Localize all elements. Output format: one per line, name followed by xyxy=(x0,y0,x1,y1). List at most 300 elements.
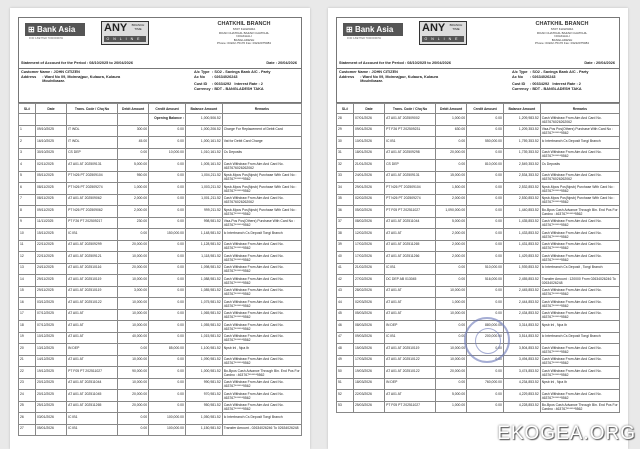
branch-time-text: BRANCH TIME xyxy=(449,23,463,31)
balance-cell: 970,981.52 xyxy=(185,390,222,402)
debit-cell: 0.00 xyxy=(118,344,149,356)
table-row xyxy=(19,367,302,379)
bank-name: Bank Asia xyxy=(36,25,76,34)
customer-name: JOHN CITIZEN xyxy=(371,70,398,74)
table-row xyxy=(19,321,302,333)
sl-cell: 39 xyxy=(337,240,354,252)
credit-cell: 510,000.00 xyxy=(467,263,504,275)
balance-cell: 1,055,981.52 xyxy=(185,321,222,333)
credit-cell: 0.00 xyxy=(467,206,504,218)
debit-cell: 0.00 xyxy=(436,321,467,333)
trans-code-cell: AT A01 AT 202510119 xyxy=(385,344,436,356)
trans-code-cell: PT N26 PT 202509104 xyxy=(385,183,436,195)
trans-code-cell: AT A01 AT 202511044 xyxy=(67,378,118,390)
table-row xyxy=(19,286,302,298)
remarks-cell: Bo-Bpos Cash Advance Through Bin. End Pos For Cardno : 463767******9562 xyxy=(541,403,618,411)
opening-balance-label: Opening Balance : xyxy=(149,114,186,126)
trans-code-cell: AT A01 AT xyxy=(385,286,436,298)
date-cell: 15/03/2026 xyxy=(353,344,384,356)
cust-id: : 00334292 xyxy=(530,82,550,87)
trans-code-cell: AT A01 AT xyxy=(67,332,118,344)
table-row xyxy=(19,344,302,356)
credit-cell: 0.00 xyxy=(149,240,186,252)
sl-cell: 24 xyxy=(19,390,36,402)
sl-cell: 25 xyxy=(19,401,36,413)
table-row xyxy=(19,137,302,149)
trans-code-cell: CS DEP xyxy=(385,160,436,172)
statement-header xyxy=(18,17,302,103)
remarks-cell: Bo-Bpos Cash Advance Through Bin. End Pos For Cardno : 463767******9562 xyxy=(223,368,300,377)
remarks-cell: Cash Withdraw From Atm And Card No. 463767******9562 xyxy=(222,240,301,252)
remarks-cell: Cash Withdraw From Atm And Card No. 4637676026262062 xyxy=(540,171,619,183)
debit-cell: 0.00 xyxy=(436,137,467,149)
date-cell: 29/11/2025 xyxy=(35,275,66,287)
credit-cell: 0.00 xyxy=(149,275,186,287)
ac-type: : SO2 - Savings Bank A/C - Party xyxy=(212,70,271,74)
trans-code-cell: AT A01 AT 202509002 xyxy=(385,114,436,126)
remarks-cell: Npsb-Mpos Pos(Npsb) Purchase With Card No : 463767******9562 xyxy=(540,183,619,195)
trans-code-cell: PT F26 PT 202509231 xyxy=(385,125,436,137)
trans-code-cell: PT F05 PT 202511027 xyxy=(385,401,436,413)
address-value: : Ward No 09, Moinnajpur, Kulaura, Kulaura Moulvibazar. xyxy=(360,74,439,84)
date-cell: 17/02/2026 xyxy=(353,252,384,264)
remarks-cell: Cash Withdraw From Atm And Card No. 463767******9562 xyxy=(540,390,619,402)
credit-cell: 0.00 xyxy=(467,401,504,413)
debit-cell: 5,000.00 xyxy=(436,217,467,229)
remarks-cell: Npsb Inl , Npa Ib xyxy=(222,344,301,356)
address-value: : Ward No 09, Moinnajpur, Kulaura, Kulaura Moulvibazar. xyxy=(42,74,121,84)
balance-cell: 1,100,981.52 xyxy=(185,344,222,356)
sl-cell: 46 xyxy=(337,321,354,333)
table-row xyxy=(19,355,302,367)
remarks-cell: Charge For Replacement of Debit Card xyxy=(222,125,301,137)
date-cell: 22/03/2026 xyxy=(353,390,384,402)
cust-id-label: Cust ID xyxy=(512,82,526,87)
date-cell: 11/11/2025 xyxy=(35,217,66,229)
date-cell: 09/11/2025 xyxy=(35,206,66,218)
table-row xyxy=(337,252,620,264)
period-from: 08/10/2025 xyxy=(407,61,427,65)
date-cell: 24/01/2026 xyxy=(353,171,384,183)
debit-cell: 0.00 xyxy=(436,275,467,287)
date-cell: 05/03/2026 xyxy=(353,309,384,321)
balance-cell: 1,000,981.52 xyxy=(185,367,222,379)
date-cell: 20/12/2025 xyxy=(35,378,66,390)
trans-code-cell: IC IB1 xyxy=(67,413,118,425)
trans-code-cell: AT A01 AT 202511045 xyxy=(67,390,118,402)
ac-type-label: A/c Type xyxy=(194,70,210,74)
remarks-cell: Cash Withdraw From Atm And Card No. 463767******9562 xyxy=(540,286,619,298)
sl-cell: 37 xyxy=(337,217,354,229)
remarks-cell: Cash Withdraw From Atm And Card No. 463767******9562 xyxy=(222,332,301,344)
remarks-cell: Cash Withdraw From Atm And Card No. 463767******9562 xyxy=(222,401,301,413)
remarks-cell: Vat for Debit Card Charge xyxy=(222,137,301,149)
remarks-cell: Cash Withdraw From Atm And Card No. 463767******9562 xyxy=(222,275,301,287)
remarks-cell: Cash Withdraw From Atm And Card No. 463767******9562 xyxy=(222,390,301,402)
sl-cell: 40 xyxy=(337,252,354,264)
credit-cell: 0.00 xyxy=(149,298,186,310)
branch-line: STAT KHILPARA xyxy=(232,27,256,31)
debit-cell: 0.00 xyxy=(436,332,467,344)
debit-cell: 0.00 xyxy=(118,148,149,160)
credit-cell: 0.00 xyxy=(467,286,504,298)
trans-code-cell: AT A01 AT xyxy=(67,321,118,333)
date-value: 20/04/2026 xyxy=(277,61,297,65)
date-cell: 20/12/2025 xyxy=(35,390,66,402)
sl-cell: 53 xyxy=(337,401,354,413)
remarks-cell: Ic Interbranch Cs Deposit Tongi Branch xyxy=(540,332,619,344)
trans-code-cell: IC IB1 xyxy=(385,332,436,344)
debit-cell: 2,000.00 xyxy=(118,206,149,218)
any-text: ANY xyxy=(104,22,128,34)
date-value: 20/04/2026 xyxy=(595,61,615,65)
sl-cell: 36 xyxy=(337,206,354,218)
credit-cell: 100,000.00 xyxy=(149,413,186,425)
credit-cell: 0.00 xyxy=(467,355,504,367)
credit-cell: 0.00 xyxy=(467,367,504,379)
remarks-cell: Cash Withdraw From Atm And Card No. 463767******9562 xyxy=(540,355,619,367)
table-row xyxy=(337,390,620,402)
balance-cell: 1,010,161.52 xyxy=(185,148,222,160)
credit-cell: 10,000.00 xyxy=(149,148,186,160)
trans-code-cell: AT A01 AT 202509131 xyxy=(385,171,436,183)
trans-code-cell: AT A01 AT 202510122 xyxy=(385,355,436,367)
sl-cell: 35 xyxy=(337,194,354,206)
date-cell: 29/01/2026 xyxy=(353,183,384,195)
balance-cell: 990,981.52 xyxy=(185,378,222,390)
date-cell: 02/03/2026 xyxy=(353,298,384,310)
remarks-cell: Ic Interbranch Cs Deposit Tongi Branch xyxy=(540,137,619,149)
debit-cell: 630.00 xyxy=(436,125,467,137)
column-header: Remarks xyxy=(540,104,619,114)
trans-code-cell: AT A01 AT xyxy=(385,229,436,241)
date-cell: 28/02/2026 xyxy=(353,286,384,298)
statement-period xyxy=(339,61,451,65)
branch-line: ROAD CHATKHIL BAZAR CHATKHIL xyxy=(536,30,588,35)
statement-date xyxy=(266,61,297,65)
table-row xyxy=(337,206,620,218)
debit-cell: 10,000.00 xyxy=(118,378,149,390)
credit-cell: 0.00 xyxy=(467,148,504,160)
debit-cell: 20,000.00 xyxy=(436,148,467,160)
trans-code-cell: PT F05 PT 202511027 xyxy=(67,367,118,379)
branch-line: BANGLADESH xyxy=(551,37,573,42)
opening-balance: 1,000,506.52 xyxy=(185,114,222,126)
cust-id-label: Cust ID xyxy=(194,82,208,87)
period-to: 20/04/2026 xyxy=(113,61,133,65)
debit-cell: 0.00 xyxy=(436,263,467,275)
currency: : BDT - BANGLADESH TAKA xyxy=(212,86,264,91)
credit-cell: 0.00 xyxy=(149,217,186,229)
balance-cell: 2,532,853.52 xyxy=(503,183,540,195)
debit-cell: 2,000.00 xyxy=(436,240,467,252)
debit-cell: 1,000.00 xyxy=(436,114,467,126)
branch-time-text: BRANCH TIME xyxy=(131,23,145,31)
credit-cell: 0.00 xyxy=(149,309,186,321)
balance-cell: 1,148,981.52 xyxy=(185,229,222,241)
sl-cell: 41 xyxy=(337,263,354,275)
trans-code-cell: AT A01 AT xyxy=(385,309,436,321)
balance-cell: 3,314,853.52 xyxy=(503,321,540,333)
sl-cell: 32 xyxy=(337,160,354,172)
sl-cell: 1 xyxy=(19,125,36,137)
credit-cell: 0.00 xyxy=(149,194,186,206)
date-cell: 05/01/2026 xyxy=(35,424,66,436)
date-cell: 07/01/2026 xyxy=(353,114,384,126)
trans-code-cell: PT N26 PT 202509274 xyxy=(385,194,436,206)
credit-cell: 0.00 xyxy=(149,160,186,172)
sl-cell: 12 xyxy=(19,252,36,264)
balance-cell: 1,209,353.52 xyxy=(503,125,540,137)
debit-cell: 3,000.00 xyxy=(118,286,149,298)
balance-cell: 1,118,981.52 xyxy=(185,252,222,264)
remarks-cell: Cash Withdraw From Atm And Card No. 4637676026262062 xyxy=(540,114,619,126)
branch-name: CHATKHIL BRANCH xyxy=(535,21,589,27)
sl-cell: 34 xyxy=(337,183,354,195)
bank-seal-stamp xyxy=(464,317,510,363)
column-header: Credit Amount xyxy=(467,104,504,114)
balance-cell: 1,128,981.52 xyxy=(185,240,222,252)
transactions-table xyxy=(336,103,620,413)
remarks-cell: Cash Withdraw From Atm And Card No. 463767******9562 xyxy=(540,309,619,321)
table-row xyxy=(337,275,620,287)
credit-cell: 100,000.00 xyxy=(149,424,186,436)
remarks-cell: Npsb-Mpos Pos(Npsb) Purchase With Card No : 463767******9562 xyxy=(222,183,301,195)
sl-cell: 20 xyxy=(19,344,36,356)
bank-logo: ⊞ Bank Asia xyxy=(25,23,85,36)
column-header: Credit Amount xyxy=(149,104,186,114)
credit-cell: 0.00 xyxy=(467,171,504,183)
date-cell: 19/12/2025 xyxy=(35,367,66,379)
ac-type: : SO2 - Savings Bank A/C - Party xyxy=(530,70,589,74)
period-to-label: to xyxy=(109,61,113,65)
trans-code-cell: AT A01 AT 202509121 xyxy=(67,252,118,264)
branch-line: NOAKHALI xyxy=(236,34,252,39)
remarks-cell: Transfer Amount - 02634026246 To 02634026248 xyxy=(222,424,301,436)
interest-rate: Interest Rate : 2 xyxy=(552,82,581,87)
credit-cell: 0.00 xyxy=(149,355,186,367)
credit-cell: 0.00 xyxy=(467,194,504,206)
debit-cell: 20,000.00 xyxy=(436,367,467,379)
period-label: Statement of Account for the Period : xyxy=(339,61,407,65)
branch-line: ROAD CHATKHIL BAZAR CHATKHIL xyxy=(218,30,270,35)
date-label: Date : xyxy=(584,61,595,65)
credit-cell: 0.00 xyxy=(149,332,186,344)
any-text: ANY xyxy=(422,22,446,34)
remarks-cell: Cash Withdraw From Atm And Card No. 463767******9562 xyxy=(540,344,619,356)
table-row xyxy=(337,171,620,183)
balance-cell: 1,065,981.52 xyxy=(185,309,222,321)
debit-cell: 1,000.00 xyxy=(436,298,467,310)
trans-code-cell: AT A01 AT 202509299 xyxy=(67,240,118,252)
date-cell: 08/03/2026 xyxy=(353,321,384,333)
date-cell: 07/12/2025 xyxy=(35,321,66,333)
column-header: SL# xyxy=(19,104,36,114)
table-row xyxy=(337,194,620,206)
currency-label: Currency xyxy=(194,86,211,91)
table-row xyxy=(337,298,620,310)
column-header: Balance Amount xyxy=(503,104,540,114)
trans-code-cell: IN DEP xyxy=(385,321,436,333)
trans-code-cell: AT A01 AT 202510119 xyxy=(67,275,118,287)
ac-no-label: Ac No xyxy=(194,74,205,79)
period-label: Statement of Account for the Period : xyxy=(21,61,89,65)
credit-cell: 0.00 xyxy=(467,252,504,264)
debit-cell: 0.00 xyxy=(118,424,149,436)
debit-cell: 0.00 xyxy=(118,413,149,425)
date-cell: 19/03/2026 xyxy=(353,367,384,379)
date-cell: 14/12/2025 xyxy=(35,355,66,367)
branch-line: STAT KHILPARA xyxy=(550,27,574,31)
transactions-table xyxy=(18,103,302,436)
sl-cell: 7 xyxy=(19,194,36,206)
watermark: EKOGEA.ORG xyxy=(497,423,636,444)
branch-line: BANGLADESH xyxy=(233,37,255,42)
debit-cell: 1,500.00 xyxy=(436,183,467,195)
date-cell: 12/02/2026 xyxy=(353,229,384,241)
debit-cell: 5,000.00 xyxy=(118,160,149,172)
table-row xyxy=(337,137,620,149)
date-cell: 03/01/2026 xyxy=(35,413,66,425)
credit-cell: 516,000.00 xyxy=(467,275,504,287)
remarks-cell: Ic Interbranch Cs Deposit Tongi Branch xyxy=(222,229,301,241)
remarks-cell: Cash Withdraw From Atm And Card No. 463767******9562 xyxy=(540,217,619,229)
remarks-cell: Ic Interbranch Cs Deposit , Tongi Branch xyxy=(540,263,619,275)
customer-info xyxy=(19,68,301,91)
trans-code-cell: PT N26 PT 202509104 xyxy=(67,171,118,183)
table-row xyxy=(19,148,302,160)
date-cell: 09/03/2026 xyxy=(353,332,384,344)
remarks-cell: Cash Withdraw From Atm And Card No. 463767******9562 xyxy=(540,367,619,379)
date-cell: 08/11/2025 xyxy=(35,183,66,195)
sl-cell: 10 xyxy=(19,229,36,241)
trans-code-cell: AT A01 AT xyxy=(385,298,436,310)
table-row xyxy=(19,160,302,172)
sl-cell: 47 xyxy=(337,332,354,344)
remarks-cell: Cash Withdraw From Atm And Card No. 463767******9562 xyxy=(222,309,301,321)
balance-cell: 1,005,161.52 xyxy=(185,160,222,172)
statement-date xyxy=(584,61,615,65)
date-cell: 05/11/2025 xyxy=(35,171,66,183)
sl-cell: 5 xyxy=(19,171,36,183)
table-row xyxy=(337,263,620,275)
table-row xyxy=(337,148,620,160)
trans-code-cell: AT A01 AT 202510116 xyxy=(67,263,118,275)
date-cell: 10/12/2025 xyxy=(35,332,66,344)
branch-name: CHATKHIL BRANCH xyxy=(217,21,271,27)
sl-cell: 11 xyxy=(19,240,36,252)
sl-cell: 22 xyxy=(19,367,36,379)
date-cell: 21/01/2026 xyxy=(353,160,384,172)
table-row xyxy=(337,217,620,229)
balance-cell: 4,234,853.52 xyxy=(503,378,540,390)
trans-code-cell: AT A01 AT xyxy=(67,309,118,321)
trans-code-cell: DC DEP AB 013045 xyxy=(385,275,436,287)
trans-code-cell: IN DEP xyxy=(67,344,118,356)
customer-name-label: Customer Name : xyxy=(339,70,371,74)
trans-code-cell: IC IB1 xyxy=(67,229,118,241)
branch-info xyxy=(512,21,612,46)
bank-name: Bank Asia xyxy=(354,25,394,34)
trans-code-cell: IN DEP xyxy=(385,378,436,390)
sl-cell: 27 xyxy=(19,424,36,436)
sl-cell: 33 xyxy=(337,171,354,183)
balance-cell: 1,440,853.52 xyxy=(503,206,540,218)
table-row xyxy=(337,160,620,172)
date-cell: 05/02/2026 xyxy=(353,206,384,218)
date-cell: 24/11/2025 xyxy=(35,263,66,275)
cust-id: : 00334292 xyxy=(212,82,232,87)
sl-cell: 52 xyxy=(337,390,354,402)
credit-cell: 0.00 xyxy=(467,217,504,229)
debit-cell: 950.00 xyxy=(118,171,149,183)
trans-code-cell: AT A01 AT 202509131 xyxy=(67,160,118,172)
ac-type-label: A/c Type xyxy=(512,70,528,74)
debit-cell: 15,000.00 xyxy=(436,171,467,183)
period-from: 08/10/2025 xyxy=(89,61,109,65)
table-row xyxy=(337,240,620,252)
debit-cell: 1,090,000.00 xyxy=(436,206,467,218)
sl-cell: 30 xyxy=(337,137,354,149)
balance-cell: 1,429,853.52 xyxy=(503,252,540,264)
credit-cell: 0.00 xyxy=(149,378,186,390)
table-row xyxy=(19,217,302,229)
balance-cell: 1,433,853.52 xyxy=(503,229,540,241)
sl-cell: 51 xyxy=(337,378,354,390)
sl-cell: 45 xyxy=(337,309,354,321)
sl-cell: 3 xyxy=(19,148,36,160)
remarks-cell: Cash Withdraw From Atm And Card No. 463767******9562 xyxy=(540,229,619,241)
debit-cell: 10,000.00 xyxy=(436,344,467,356)
balance-cell: 2,534,353.52 xyxy=(503,171,540,183)
debit-cell: 10,000.00 xyxy=(118,252,149,264)
date-cell: 22/11/2025 xyxy=(35,240,66,252)
trans-code-cell: AT A01 AT xyxy=(385,390,436,402)
column-header: Remarks xyxy=(222,104,301,114)
sl-cell: 15 xyxy=(19,286,36,298)
debit-cell: 10,000.00 xyxy=(118,275,149,287)
balance-cell: 2,445,853.52 xyxy=(503,286,540,298)
table-row xyxy=(19,390,302,402)
column-header: Date xyxy=(353,104,384,114)
trans-code-cell: IC IB1 xyxy=(385,137,436,149)
balance-cell: 1,090,981.52 xyxy=(185,355,222,367)
trans-code-cell: IC IB1 xyxy=(67,424,118,436)
table-row xyxy=(337,286,620,298)
statement-period xyxy=(21,61,133,65)
ac-no: : 02634026243 xyxy=(212,74,238,79)
trans-code-cell: PT N26 PT 202509274 xyxy=(67,183,118,195)
credit-cell: 0.00 xyxy=(467,390,504,402)
trans-code-cell: PT F26 PT 202509217 xyxy=(67,217,118,229)
date-cell: 08/11/2025 xyxy=(35,194,66,206)
table-header xyxy=(19,104,302,114)
sl-cell: 14 xyxy=(19,275,36,287)
trans-code-cell: AT A01 AT 202511044 xyxy=(385,217,436,229)
table-row xyxy=(19,206,302,218)
balance-cell: 1,000,161.52 xyxy=(185,137,222,149)
credit-cell: 0.00 xyxy=(149,286,186,298)
sl-cell: 49 xyxy=(337,355,354,367)
column-header: Debit Amount xyxy=(436,104,467,114)
branch-line: Phone: 03222-75176 Fax: 03222075084 xyxy=(217,41,271,46)
branch-line: NOAKHALI xyxy=(554,34,570,39)
date-label: Date : xyxy=(266,61,277,65)
table-row xyxy=(337,401,620,413)
sl-cell: 16 xyxy=(19,298,36,310)
table-row xyxy=(337,229,620,241)
date-cell: 27/02/2026 xyxy=(353,275,384,287)
